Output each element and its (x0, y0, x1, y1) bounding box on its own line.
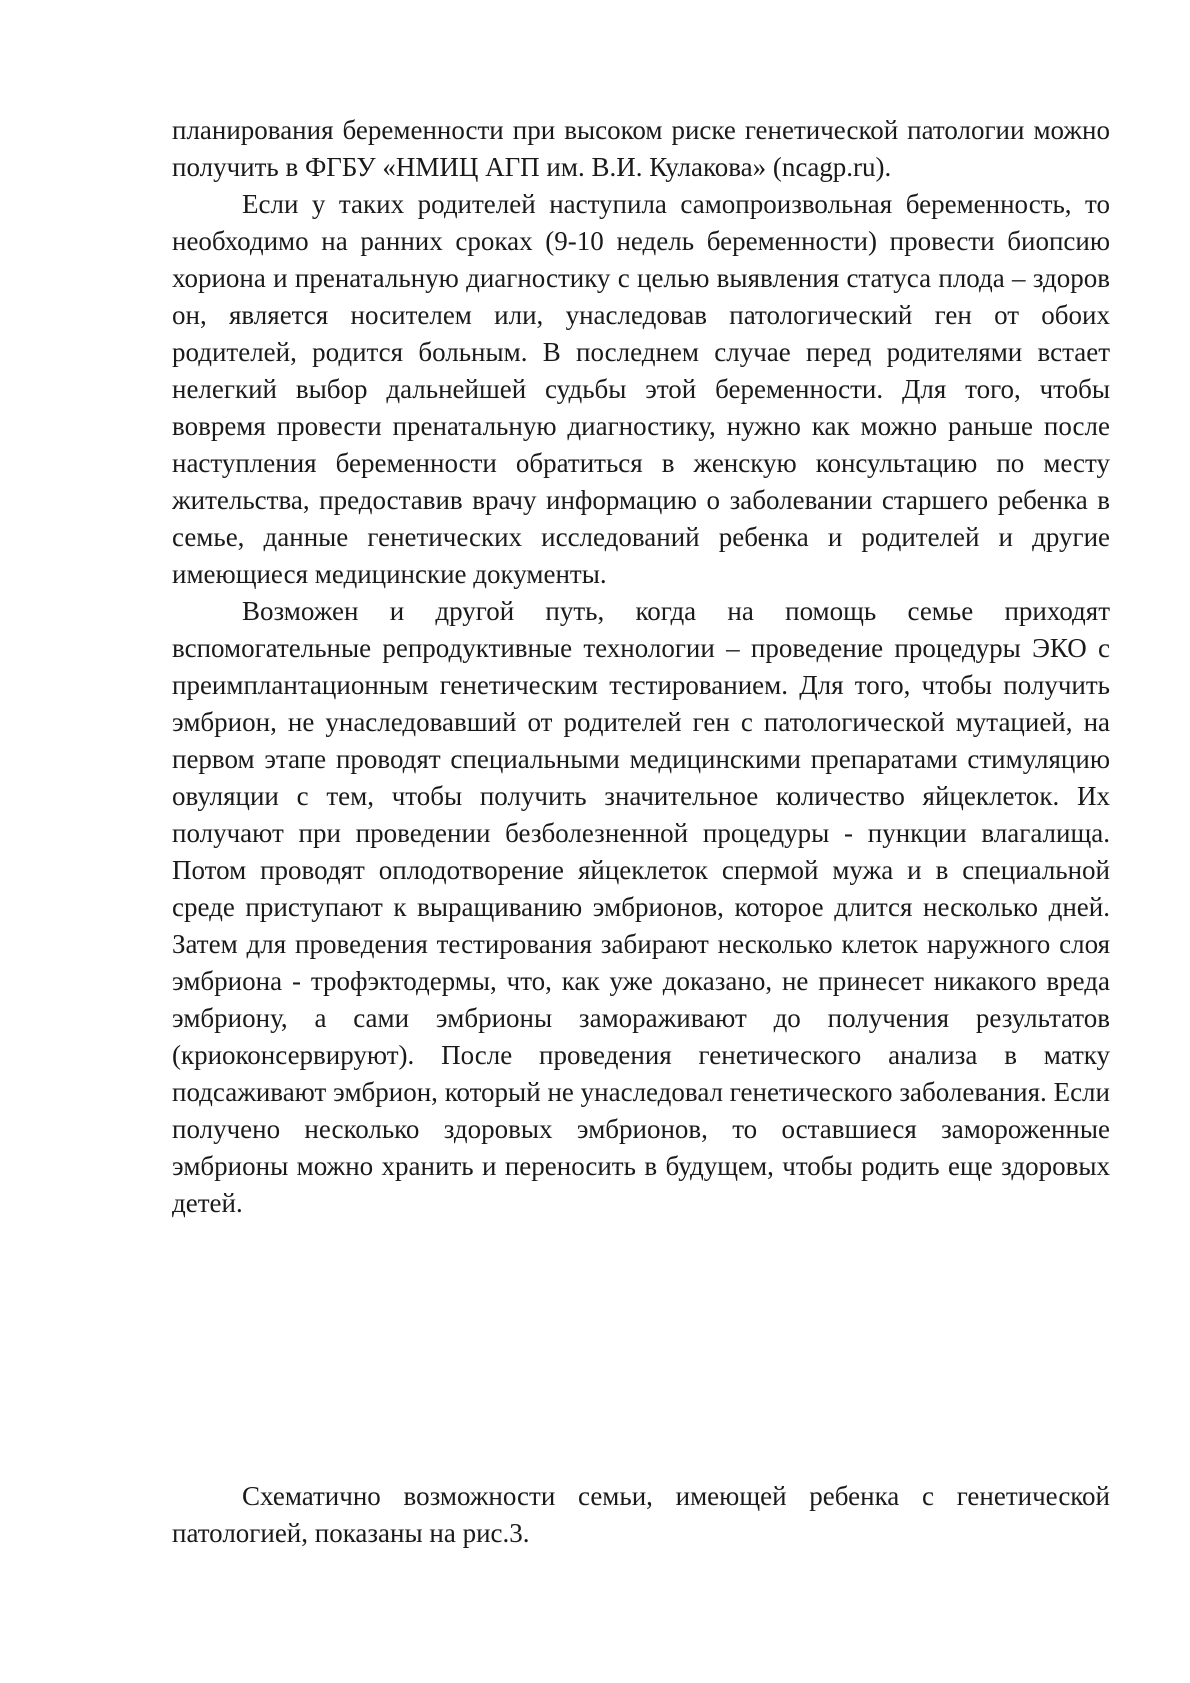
paragraph-continuation: планирования беременности при высоком риске генетической патологии можно получить в ФГБУ «НМИЦ АГП им. В.И. Кулакова» (ncagp.ru). (172, 115, 1110, 182)
main-text-block (172, 112, 1110, 1222)
bottom-text-block (172, 1478, 1110, 1552)
paragraph-figure-reference: Схематично возможности семьи, имеющей ребенка с генетической патологией, показаны на рис.3. (172, 1481, 1110, 1548)
paragraph-prenatal-diagnosis: Если у таких родителей наступила самопроизвольная беременность, то необходимо на ранних сроках (9-10 недель беременности) провести биопсию хориона и пренатальную диагностику с целью выявления статуса плода – здоров он, является носителем или, унаследовав патологический ген от обоих родителей, родится больным. В последнем случае перед родителями встает нелегкий выбор дальнейшей судьбы этой беременности. Для того, чтобы вовремя провести пренатальную диагностику, нужно как можно раньше после наступления беременности обратиться в женскую консультацию по месту жительства, предоставив врачу информацию о заболевании старшего ребенка в семье, данные генетических исследований ребенка и родителей и другие имеющиеся медицинские документы. (172, 189, 1110, 589)
paragraph-ivf: Возможен и другой путь, когда на помощь семье приходят вспомогательные репродуктивные технологии – проведение процедуры ЭКО с преимплантационным генетическим тестированием. Для того, чтобы получить эмбрион, не унаследовавший от родителей ген с патологической мутацией, на первом этапе проводят специальными медицинскими препаратами стимуляцию овуляции с тем, чтобы получить значительное количество яйцеклеток. Их получают при проведении безболезненной процедуры - пункции влагалища. Потом проводят оплодотворение яйцеклеток спермой мужа и в специальной среде приступают к выращиванию эмбрионов, которое длится несколько дней. Затем для проведения тестирования забирают несколько клеток наружного слоя эмбриона - трофэктодермы, что, как уже доказано, не принесет никакого вреда эмбриону, а сами эмбрионы замораживают до получения результатов (криоконсервируют). После проведения генетического анализа в матку подсаживают эмбрион, который не унаследовал генетического заболевания. Если получено несколько здоровых эмбрионов, то оставшиеся замороженные эмбрионы можно хранить и переносить в будущем, чтобы родить еще здоровых детей. (172, 596, 1110, 1218)
